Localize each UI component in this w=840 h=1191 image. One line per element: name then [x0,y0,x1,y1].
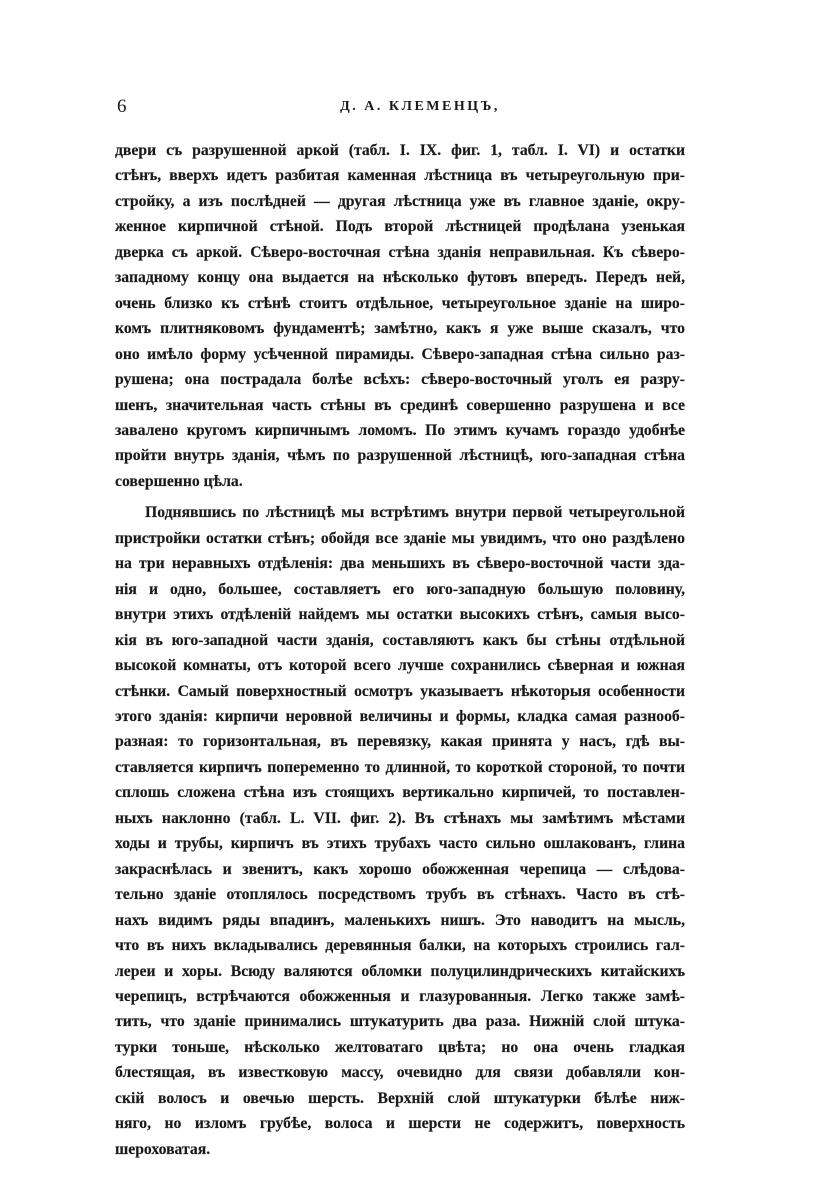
paragraph-2 [115,500,685,1162]
text-line: рушена; она пострадала болѣе всѣхъ: сѣверо-восточный уголъ ея разру- [115,371,685,389]
paragraph-1 [115,138,685,494]
text-line: кія въ юго-западной части зданія, составляютъ какъ бы стѣны отдѣльной [115,631,685,649]
text-line: совершенно цѣла. [115,472,243,490]
page-number: 6 [117,96,127,117]
text-line: сплошь сложена стѣна изъ стоящихъ вертикально кирпичей, то поставлен- [115,784,685,802]
text-line: очень близко къ стѣнѣ стоитъ отдѣльное, четыреугольное зданіе на широ- [115,294,685,312]
page-header [117,96,723,118]
text-line: турки тоньше, нѣсколько желтоватаго цвѣта; но она очень гладкая [115,1038,685,1056]
text-line: разная: то горизонтальная, въ перевязку, какая принята у насъ, гдѣ вы- [115,733,685,751]
text-line: шенъ, значительная часть стѣны въ срединѣ совершенно разрушена и все [115,396,685,414]
text-line: нахъ видимъ ряды впадинъ, маленькихъ нишъ. Это наводитъ на мысль, [115,911,685,929]
text-line: няго, но изломъ грубѣе, волоса и шерсти не содержитъ, поверхность [115,1115,685,1133]
text-line: женное кирпичной стѣной. Подъ второй лѣстницей продѣлана узенькая [115,218,685,236]
body-text [115,138,685,1162]
text-line: скій волосъ и овечью шерсть. Верхній слой штукатурки бѣлѣе ниж- [115,1089,685,1107]
text-line: ставляется кирпичъ попеременно то длинной, то короткой стороной, то почти [115,758,685,776]
text-line: двери съ разрушенной аркой (табл. I. IX. фиг. 1, табл. I. VI) и остатки [115,142,685,159]
text-line: завалено кругомъ кирпичнымъ ломомъ. По этимъ кучамъ гораздо удобнѣе [115,421,685,439]
text-line: тить, что зданіе принимались штукатурить два раза. Нижній слой штука- [115,1013,685,1031]
text-line: этого зданія: кирпичи неровной величины и формы, кладка самая разнооб- [115,707,685,725]
text-line: черепицъ, встрѣчаются обожженныя и глазурованныя. Легко также замѣ- [115,987,685,1005]
text-line: пристройки остатки стѣнъ; обойдя все зданіе мы увидимъ, что оно раздѣлено [115,529,685,547]
text-line: ныхъ наклонно (табл. L. VII. фиг. 2). Въ стѣнахъ мы замѣтимъ мѣстами [115,809,685,827]
text-line: тельно зданіе отоплялось посредствомъ трубъ въ стѣнахъ. Часто въ стѣ- [115,886,685,904]
text-line: высокой комнаты, отъ которой всего лучше сохранились сѣверная и южная [115,657,685,675]
text-line: лереи и хоры. Всюду валяются обломки полуцилиндрическихъ китайскихъ [115,962,685,980]
text-line: оно имѣло форму усѣченной пирамиды. Сѣверо-западная стѣна сильно раз- [115,345,685,363]
text-line: что въ нихъ вкладывались деревянныя балки, на которыхъ строились гал- [115,937,685,955]
running-head: Д. А. КЛЕМЕНЦЪ, [340,99,500,114]
text-line: блестящая, въ известковую массу, очевидно для связи добавляли кон- [115,1064,685,1082]
text-line: стройку, а изъ послѣдней — другая лѣстница уже въ главное зданіе, окру- [115,192,685,210]
text-line: стѣнки. Самый поверхностный осмотръ указываетъ нѣкоторыя особенности [115,682,685,700]
text-line: шероховатая. [115,1140,211,1158]
text-line: внутри этихъ отдѣленій найдемъ мы остатки высокихъ стѣнъ, самыя высо- [115,606,685,624]
text-line: стѣнъ, вверхъ идетъ разбитая каменная лѣстница въ четыреугольную при- [115,167,685,185]
text-line: западному концу она выдается на нѣсколько футовъ впередъ. Передъ ней, [115,269,685,287]
text-line: закраснѣлась и звенитъ, какъ хорошо обожженная черепица — слѣдова- [115,860,685,878]
text-line: пройти внутрь зданія, чѣмъ по разрушенной лѣстницѣ, юго-западная стѣна [115,447,685,465]
text-line: ходы и трубы, кирпичъ въ этихъ трубахъ часто сильно ошлакованъ, глина [115,835,685,853]
text-line: на три неравныхъ отдѣленія: два меньшихъ въ сѣверо-восточной части зда- [115,555,685,573]
text-line: Поднявшись по лѣстницѣ мы встрѣтимъ внутри первой четыреугольной [145,504,685,522]
text-line: дверка съ аркой. Сѣверо-восточная стѣна зданія неправильная. Къ сѣверо- [115,243,685,261]
text-line: комъ плитняковомъ фундаментѣ; замѣтно, какъ я уже выше сказалъ, что [115,320,685,338]
text-line: нія и одно, большее, составляетъ его юго-западную большую половину, [115,580,685,598]
